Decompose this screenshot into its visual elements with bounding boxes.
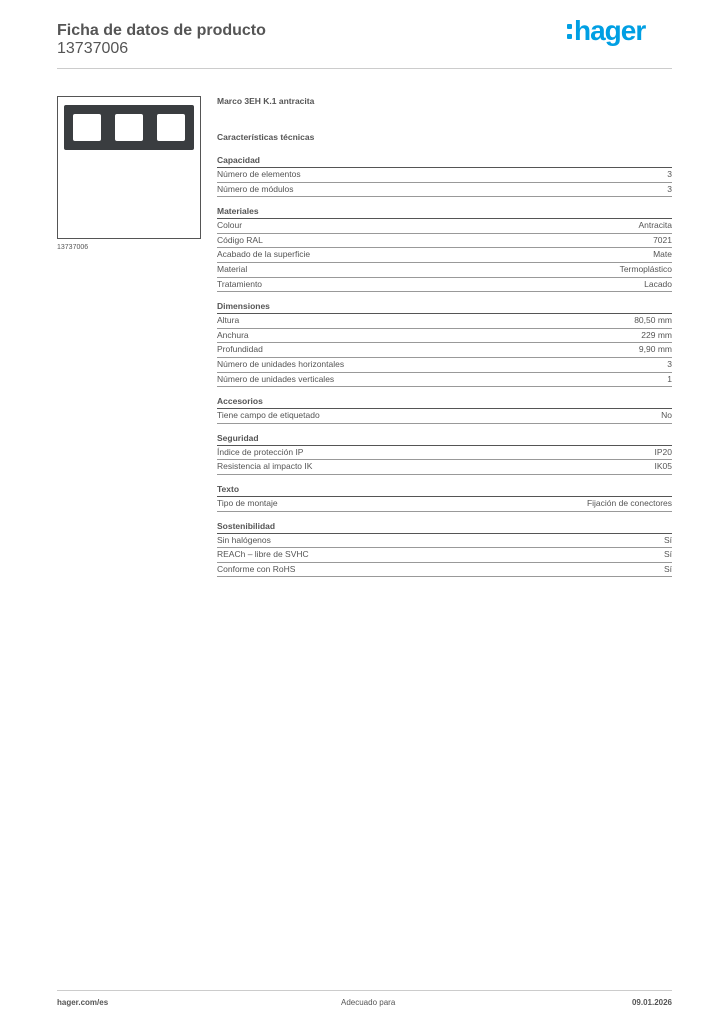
spec-label: Tipo de montaje xyxy=(217,497,278,508)
spec-label: Tiene campo de etiquetado xyxy=(217,410,320,421)
spec-row xyxy=(217,168,672,183)
spec-label: Código RAL xyxy=(217,234,263,245)
spec-label: Material xyxy=(217,263,248,274)
spec-value: 3 xyxy=(667,183,672,194)
spec-label: Número de unidades verticales xyxy=(217,373,335,384)
spec-value: 3 xyxy=(667,169,672,179)
spec-row xyxy=(217,563,672,578)
spec-value: 80,50 mm xyxy=(634,315,672,326)
section-title: Sostenibilidad xyxy=(217,521,672,534)
spec-label: Número de unidades horizontales xyxy=(217,358,345,369)
footer-website[interactable]: hager.com/es xyxy=(57,998,109,1007)
spec-row xyxy=(217,248,672,263)
spec-value: IK05 xyxy=(654,461,672,472)
spec-label: Número de módulos xyxy=(217,183,294,194)
product-code: 13737006 xyxy=(57,40,129,57)
footer-suitable-for: Adecuado para xyxy=(341,998,396,1007)
product-image xyxy=(57,96,201,239)
tech-heading: Características técnicas xyxy=(217,132,315,142)
spec-value: Sí xyxy=(663,534,672,545)
spec-value: 1 xyxy=(667,373,672,384)
spec-row xyxy=(217,446,672,461)
spec-label: Anchura xyxy=(217,329,249,340)
section-title: Seguridad xyxy=(217,433,672,446)
section-title: Materiales xyxy=(217,206,672,219)
section-title: Accesorios xyxy=(217,396,672,409)
spec-value: 3 xyxy=(667,358,672,369)
spec-row xyxy=(217,234,672,249)
spec-row xyxy=(217,183,672,198)
spec-row xyxy=(217,373,672,388)
spec-row xyxy=(217,263,672,278)
spec-row xyxy=(217,314,672,329)
spec-row xyxy=(217,409,672,424)
footer-divider xyxy=(57,990,672,991)
spec-label: Sin halógenos xyxy=(217,534,271,545)
frame-cell xyxy=(157,114,185,141)
frame-cell xyxy=(73,114,101,141)
spec-value: 7021 xyxy=(653,234,672,245)
image-caption: 13737006 xyxy=(57,244,89,251)
section-title: Texto xyxy=(217,484,672,497)
spec-label: Número de elementos xyxy=(217,169,301,179)
page-title: Ficha de datos de producto xyxy=(57,22,266,39)
spec-label: Altura xyxy=(217,315,240,326)
spec-value: 229 mm xyxy=(641,329,672,340)
spec-label: Acabado de la superficie xyxy=(217,249,311,260)
spec-row xyxy=(217,534,672,549)
spec-section xyxy=(217,484,672,512)
spec-label: Colour xyxy=(217,220,243,231)
spec-row xyxy=(217,460,672,475)
spec-value: Mate xyxy=(653,249,672,260)
spec-row xyxy=(217,497,672,512)
spec-section xyxy=(217,396,672,424)
spec-value: 9,90 mm xyxy=(638,344,672,355)
spec-section xyxy=(217,155,672,197)
footer-date: 09.01.2026 xyxy=(631,998,672,1007)
spec-value: IP20 xyxy=(654,446,672,457)
spec-row xyxy=(217,343,672,358)
spec-value: Lacado xyxy=(644,278,672,289)
spec-label: REACh – libre de SVHC xyxy=(217,549,309,560)
logo-text: hager xyxy=(574,15,646,46)
spec-value: No xyxy=(661,410,672,421)
spec-value: Fijación de conectores xyxy=(586,497,672,508)
product-name: Marco 3EH K.1 antracita xyxy=(217,96,315,106)
logo-dots-icon xyxy=(567,24,572,39)
spec-section xyxy=(217,206,672,292)
spec-value: Antracita xyxy=(638,220,672,231)
spec-label: Tratamiento xyxy=(217,278,263,289)
header-divider xyxy=(57,68,672,69)
spec-row xyxy=(217,358,672,373)
spec-value: Sí xyxy=(663,549,672,560)
spec-row xyxy=(217,329,672,344)
frame-cell xyxy=(115,114,143,141)
section-title: Capacidad xyxy=(217,155,672,168)
spec-row xyxy=(217,278,672,293)
spec-row xyxy=(217,219,672,234)
spec-label: Conforme con RoHS xyxy=(217,563,296,574)
hager-logo[interactable] xyxy=(567,14,645,48)
section-title: Dimensiones xyxy=(217,301,672,314)
spec-label: Profundidad xyxy=(217,344,263,355)
spec-label: Resistencia al impacto IK xyxy=(217,461,313,472)
spec-sections xyxy=(217,155,672,577)
spec-label: Índice de protección IP xyxy=(217,446,304,457)
spec-section xyxy=(217,433,672,475)
spec-value: Termoplástico xyxy=(619,263,672,274)
spec-value: Sí xyxy=(663,563,672,574)
spec-section xyxy=(217,301,672,387)
spec-row xyxy=(217,548,672,563)
spec-section xyxy=(217,521,672,578)
frame-illustration xyxy=(64,105,194,150)
product-details xyxy=(217,96,672,586)
